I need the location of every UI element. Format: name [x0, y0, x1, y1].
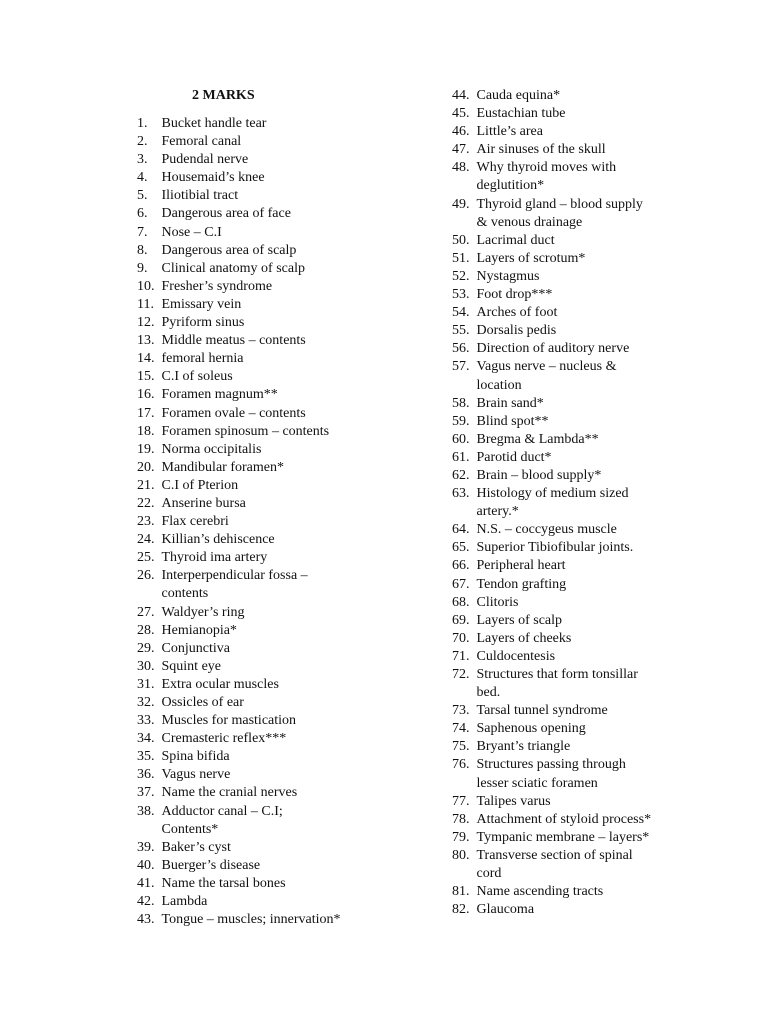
- item-text: Squint eye: [161, 658, 221, 674]
- list-item: [137, 169, 437, 187]
- item-text: Ossicles of ear: [161, 695, 244, 710]
- item-text: Thyroid ima artery: [161, 550, 268, 566]
- item-text: Pyriform sinus: [161, 315, 245, 331]
- list-item: [452, 594, 752, 612]
- item-number: 13.: [137, 333, 155, 349]
- item-text: Spina bifida: [161, 749, 230, 765]
- list-item: [137, 133, 437, 151]
- item-text: Superior Tibiofibular joints.: [476, 540, 634, 556]
- list-item: [137, 296, 437, 314]
- item-text: Little’s area: [476, 124, 543, 140]
- item-text: Structures that form tonsillar: [476, 667, 638, 682]
- item-text: Cremasteric reflex***: [161, 731, 287, 747]
- list-item: [137, 676, 437, 694]
- item-number: 28.: [137, 622, 155, 638]
- item-text: Arches of foot: [476, 305, 558, 321]
- right-question-list: [452, 87, 752, 919]
- list-item: [137, 260, 437, 278]
- list-item: [137, 278, 437, 296]
- list-item: [137, 405, 437, 423]
- item-text: Tarsal tunnel syndrome: [476, 703, 608, 719]
- item-number: 27.: [137, 604, 155, 620]
- list-item: [137, 386, 437, 404]
- list-item: [452, 304, 752, 322]
- item-text: Baker’s cyst: [161, 839, 231, 855]
- item-text: Attachment of styloid process*: [476, 811, 652, 827]
- list-item: [137, 549, 437, 567]
- item-number: 61.: [452, 449, 470, 465]
- item-text: Buerger’s disease: [161, 857, 261, 873]
- item-number: 30.: [137, 658, 155, 674]
- item-number: 60.: [452, 431, 470, 447]
- item-text: Vagus nerve – nucleus &: [476, 359, 617, 375]
- list-item: [137, 513, 437, 531]
- list-item: [452, 232, 752, 250]
- list-item: [137, 622, 437, 640]
- list-item: [452, 557, 752, 575]
- item-number: 23.: [137, 514, 155, 530]
- item-number: 6.: [137, 206, 148, 222]
- item-number: 52.: [452, 268, 470, 284]
- list-item: [452, 630, 752, 648]
- list-item: [452, 123, 752, 141]
- item-text: Why thyroid moves with: [476, 160, 617, 176]
- item-number: 50.: [452, 232, 470, 248]
- list-item: [137, 205, 437, 223]
- item-text: Interperpendicular fossa –: [161, 568, 308, 584]
- list-item: [452, 250, 752, 268]
- list-item: [137, 368, 437, 386]
- item-text: Bregma & Lambda**: [476, 431, 599, 447]
- list-item: [137, 784, 437, 802]
- list-item: [137, 187, 437, 205]
- item-text: Structures passing through: [476, 757, 626, 773]
- item-text: Peripheral heart: [476, 558, 566, 574]
- item-text: Tympanic membrane – layers*: [476, 829, 650, 845]
- item-number: 47.: [452, 142, 470, 158]
- list-item: [452, 811, 752, 829]
- list-item: [137, 694, 437, 712]
- item-number: 11.: [137, 296, 154, 312]
- list-item: [452, 576, 752, 594]
- list-item: [452, 847, 752, 883]
- list-item: [137, 224, 437, 242]
- item-text: Brain sand*: [476, 395, 544, 411]
- item-text: Histology of medium sized: [476, 486, 629, 502]
- item-number: 71.: [452, 648, 470, 664]
- item-number: 44.: [452, 88, 470, 103]
- item-text: Dangerous area of face: [161, 206, 291, 222]
- item-text: Foot drop***: [476, 287, 553, 303]
- list-item: [137, 911, 437, 929]
- list-item: [452, 159, 752, 195]
- item-text: Name the tarsal bones: [161, 875, 286, 891]
- list-item: [137, 640, 437, 658]
- list-item: [137, 748, 437, 766]
- item-number: 3.: [137, 152, 148, 168]
- list-item: [137, 839, 437, 857]
- item-number: 18.: [137, 423, 155, 439]
- list-item: [137, 658, 437, 676]
- list-item: [452, 196, 752, 232]
- item-text: Flax cerebri: [161, 514, 229, 530]
- item-number: 75.: [452, 739, 470, 755]
- item-text: Anserine bursa: [161, 495, 246, 511]
- item-number: 74.: [452, 721, 470, 737]
- page-heading: 2 MARKS: [192, 88, 255, 103]
- list-item: [452, 340, 752, 358]
- item-text: Waldyer’s ring: [161, 604, 245, 620]
- list-item: [452, 286, 752, 304]
- item-text: contents: [161, 586, 209, 602]
- item-number: 16.: [137, 387, 155, 403]
- item-number: 29.: [137, 640, 155, 656]
- item-number: 25.: [137, 550, 155, 566]
- list-item: [137, 730, 437, 748]
- item-text: Foramen ovale – contents: [161, 405, 306, 421]
- item-text: Norma occipitalis: [161, 441, 262, 457]
- list-item: [137, 115, 437, 133]
- item-number: 39.: [137, 839, 155, 855]
- item-number: 33.: [137, 713, 155, 729]
- item-text: Nose – C.I: [161, 224, 222, 240]
- list-item: [452, 793, 752, 811]
- item-text: Housemaid’s knee: [161, 170, 265, 186]
- item-text: Brain – blood supply*: [476, 467, 602, 483]
- item-number: 38.: [137, 803, 155, 819]
- item-text: Emissary vein: [161, 296, 242, 312]
- item-text: Blind spot**: [476, 413, 549, 429]
- list-item: [137, 314, 437, 332]
- item-text: Femoral canal: [161, 134, 242, 150]
- item-text: location: [476, 377, 522, 393]
- item-text: Layers of scrotum*: [476, 250, 586, 266]
- item-text: Layers of scalp: [476, 612, 563, 628]
- item-number: 73.: [452, 703, 470, 719]
- item-number: 59.: [452, 413, 470, 429]
- list-item: [452, 666, 752, 702]
- item-text: Eustachian tube: [476, 106, 566, 122]
- item-text: Parotid duct*: [476, 449, 552, 465]
- item-text: Lacrimal duct: [476, 232, 555, 248]
- item-text: Foramen magnum**: [161, 387, 278, 403]
- item-number: 66.: [452, 558, 470, 574]
- item-text: Clitoris: [476, 594, 519, 610]
- item-number: 22.: [137, 495, 155, 511]
- list-item: [137, 712, 437, 730]
- list-item: [137, 350, 437, 368]
- item-number: 24.: [137, 532, 155, 548]
- item-number: 46.: [452, 124, 470, 140]
- list-item: [137, 151, 437, 169]
- list-item: [452, 449, 752, 467]
- list-item: [452, 756, 752, 792]
- item-number: 45.: [452, 106, 470, 122]
- list-item: [137, 459, 437, 477]
- list-item: [452, 395, 752, 413]
- item-text: Nystagmus: [476, 268, 540, 284]
- list-item: [452, 539, 752, 557]
- item-text: Mandibular foramen*: [161, 459, 284, 475]
- item-number: 2.: [137, 134, 148, 150]
- list-item: [452, 431, 752, 449]
- item-number: 78.: [452, 811, 470, 827]
- item-text: Extra ocular muscles: [161, 676, 279, 692]
- item-number: 51.: [452, 250, 470, 266]
- item-number: 65.: [452, 540, 470, 556]
- item-number: 7.: [137, 224, 148, 240]
- item-text: Layers of cheeks: [476, 630, 572, 646]
- item-text: Name ascending tracts: [476, 884, 604, 900]
- item-number: 5.: [137, 188, 148, 204]
- list-item: [137, 423, 437, 441]
- list-item: [452, 105, 752, 123]
- list-item: [137, 332, 437, 350]
- item-number: 48.: [452, 160, 470, 176]
- item-text: Tendon grafting: [476, 576, 567, 592]
- item-number: 20.: [137, 459, 155, 475]
- item-number: 80.: [452, 847, 470, 863]
- item-text: Thyroid gland – blood supply: [476, 196, 643, 212]
- item-text: Hemianopia*: [161, 622, 237, 638]
- list-item: [137, 441, 437, 459]
- item-number: 49.: [452, 196, 470, 212]
- list-item: [452, 648, 752, 666]
- item-number: 76.: [452, 757, 470, 773]
- list-item: [137, 766, 437, 784]
- item-text: lesser sciatic foramen: [476, 775, 598, 791]
- item-text: deglutition*: [476, 178, 545, 194]
- item-number: 14.: [137, 351, 155, 367]
- item-number: 9.: [137, 260, 148, 276]
- item-text: Dangerous area of scalp: [161, 242, 297, 258]
- item-text: Fresher’s syndrome: [161, 278, 273, 294]
- item-text: Middle meatus – contents: [161, 333, 306, 349]
- list-item: [137, 803, 437, 839]
- item-number: 72.: [452, 667, 470, 682]
- item-text: Pudendal nerve: [161, 152, 249, 168]
- item-text: Lambda: [161, 894, 208, 910]
- item-text: Bucket handle tear: [161, 116, 267, 131]
- list-item: [452, 87, 752, 105]
- list-item: [137, 495, 437, 513]
- item-number: 15.: [137, 369, 155, 385]
- list-item: [452, 720, 752, 738]
- list-item: [137, 875, 437, 893]
- item-number: 56.: [452, 341, 470, 357]
- item-number: 36.: [137, 767, 155, 783]
- list-item: [452, 901, 752, 919]
- item-number: 79.: [452, 829, 470, 845]
- item-text: C.I of soleus: [161, 369, 233, 385]
- item-text: Culdocentesis: [476, 648, 556, 664]
- item-number: 63.: [452, 486, 470, 502]
- list-item: [452, 485, 752, 521]
- list-item: [137, 604, 437, 622]
- item-text: N.S. – coccygeus muscle: [476, 522, 617, 538]
- item-number: 53.: [452, 287, 470, 303]
- item-text: Dorsalis pedis: [476, 323, 557, 339]
- item-number: 19.: [137, 441, 155, 457]
- item-number: 55.: [452, 323, 470, 339]
- item-number: 42.: [137, 894, 155, 910]
- item-number: 43.: [137, 912, 155, 928]
- item-number: 12.: [137, 315, 155, 331]
- item-text: Glaucoma: [476, 902, 535, 918]
- item-text: Talipes varus: [476, 793, 551, 809]
- item-number: 37.: [137, 785, 155, 801]
- item-number: 70.: [452, 630, 470, 646]
- list-item: [452, 358, 752, 394]
- list-item: [452, 141, 752, 159]
- item-text: Foramen spinosum – contents: [161, 423, 330, 439]
- item-number: 67.: [452, 576, 470, 592]
- item-text: Tongue – muscles; innervation*: [161, 912, 341, 928]
- item-number: 8.: [137, 242, 148, 258]
- list-item: [452, 467, 752, 485]
- item-number: 1.: [137, 116, 148, 131]
- item-text: Direction of auditory nerve: [476, 341, 630, 357]
- left-question-list: [137, 115, 437, 929]
- list-item: [137, 242, 437, 260]
- item-number: 54.: [452, 305, 470, 321]
- item-text: femoral hernia: [161, 351, 244, 367]
- item-text: & venous drainage: [476, 214, 583, 230]
- list-item: [452, 612, 752, 630]
- list-item: [452, 883, 752, 901]
- list-item: [137, 477, 437, 495]
- list-item: [452, 268, 752, 286]
- item-number: 4.: [137, 170, 148, 186]
- item-number: 32.: [137, 695, 155, 710]
- item-number: 68.: [452, 594, 470, 610]
- item-text: Saphenous opening: [476, 721, 586, 737]
- list-item: [452, 413, 752, 431]
- list-item: [452, 521, 752, 539]
- item-number: 64.: [452, 522, 470, 538]
- item-text: Contents*: [161, 821, 219, 837]
- item-text: Air sinuses of the skull: [476, 142, 606, 158]
- list-item: [137, 531, 437, 549]
- item-number: 31.: [137, 676, 155, 692]
- item-number: 35.: [137, 749, 155, 765]
- item-text: Vagus nerve: [161, 767, 231, 783]
- item-number: 69.: [452, 612, 470, 628]
- item-text: artery.*: [476, 504, 519, 520]
- item-text: Name the cranial nerves: [161, 785, 298, 801]
- item-number: 41.: [137, 875, 155, 891]
- item-number: 17.: [137, 405, 155, 421]
- item-text: Transverse section of spinal: [476, 847, 633, 863]
- item-number: 62.: [452, 467, 470, 483]
- item-number: 57.: [452, 359, 470, 375]
- item-text: Bryant’s triangle: [476, 739, 571, 755]
- item-text: Killian’s dehiscence: [161, 532, 275, 548]
- item-text: Iliotibial tract: [161, 188, 239, 204]
- item-number: 40.: [137, 857, 155, 873]
- item-number: 81.: [452, 884, 470, 900]
- item-text: Adductor canal – C.I;: [161, 803, 283, 819]
- item-number: 26.: [137, 568, 155, 584]
- item-number: 82.: [452, 902, 470, 918]
- list-item: [452, 702, 752, 720]
- list-item: [452, 738, 752, 756]
- item-text: Cauda equina*: [476, 88, 561, 103]
- list-item: [137, 893, 437, 911]
- item-text: C.I of Pterion: [161, 477, 239, 493]
- item-number: 34.: [137, 731, 155, 747]
- item-text: Clinical anatomy of scalp: [161, 260, 305, 276]
- item-number: 10.: [137, 278, 155, 294]
- list-item: [452, 322, 752, 340]
- list-item: [137, 567, 437, 603]
- list-item: [452, 829, 752, 847]
- item-text: cord: [476, 866, 502, 882]
- item-number: 77.: [452, 793, 470, 809]
- item-number: 21.: [137, 477, 155, 493]
- item-number: 58.: [452, 395, 470, 411]
- list-item: [137, 857, 437, 875]
- item-text: Muscles for mastication: [161, 713, 297, 729]
- item-text: bed.: [476, 685, 501, 701]
- item-text: Conjunctiva: [161, 640, 230, 656]
